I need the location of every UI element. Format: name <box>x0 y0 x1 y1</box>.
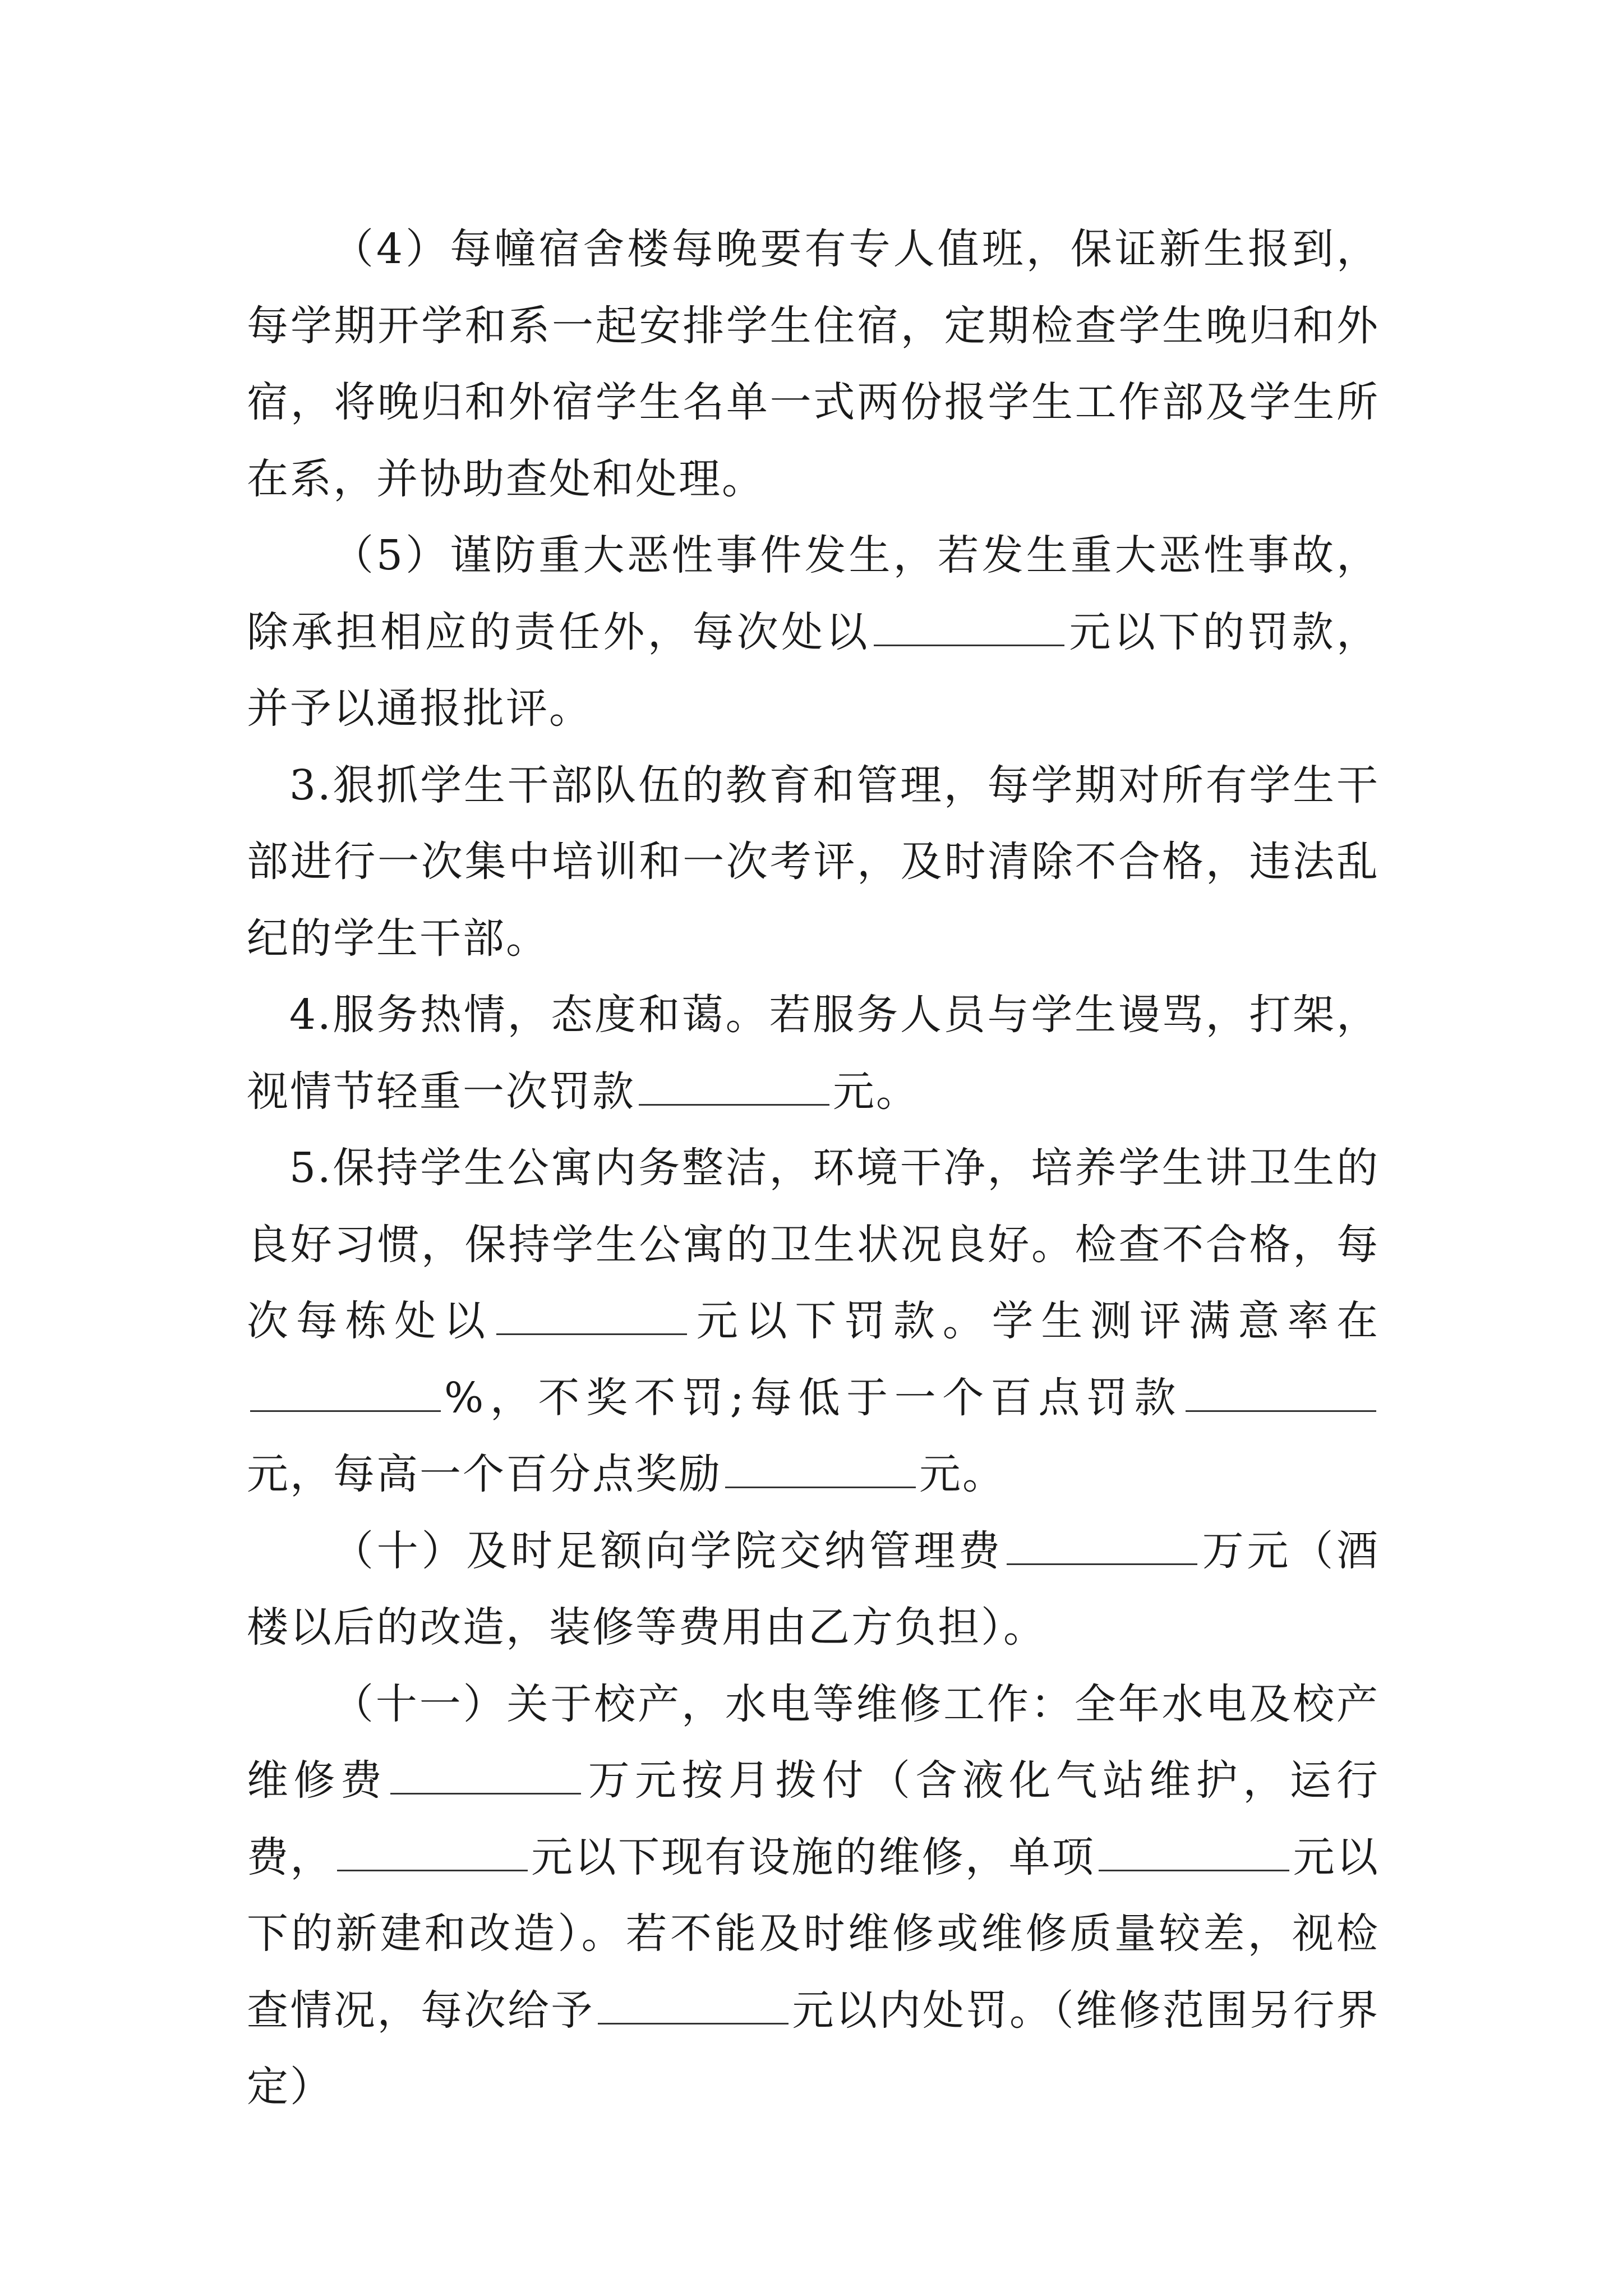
text-segment: 元以下罚款。学生测评满意率在 <box>690 1297 1380 1345</box>
text-segment: 3.狠抓学生干部队伍的教育和管理，每学期对所有学生干部进行一次集中培训和一次考评，及时清除不合格，违法乱纪的学生干部。 <box>247 761 1380 963</box>
text-segment: 元以下的罚款，并予以通报批评。 <box>247 608 1380 733</box>
fill-blank <box>337 1832 528 1871</box>
fill-blank <box>1186 1373 1376 1412</box>
fill-blank <box>874 607 1064 646</box>
paragraph-student-cadres <box>247 747 1380 977</box>
text-segment: （十）及时足额向学院交纳管理费 <box>332 1526 1003 1575</box>
paragraph-maintenance <box>247 1666 1380 2125</box>
text-segment: （十一）关于校产，水电等维修工作：全年水电及校产维修费 <box>247 1680 1380 1805</box>
text-segment: 元以内处罚。（维修范围另行界定） <box>247 1986 1380 2111</box>
paragraph-hygiene <box>247 1130 1380 1513</box>
paragraph-service-attitude <box>247 977 1380 1130</box>
text-segment: （5）谨防重大恶性事件发生，若发生重大恶性事故，除承担相应的责任外，每次处以 <box>247 531 1380 656</box>
paragraph-management-fee <box>247 1513 1380 1666</box>
text-segment: %，不奖不罚;每低于一个百点罚款 <box>444 1373 1182 1422</box>
fill-blank <box>598 1985 789 2024</box>
text-segment: 元，每高一个百分点奖励 <box>247 1450 722 1498</box>
fill-blank <box>390 1755 581 1795</box>
text-segment: 4.服务热情，态度和蔼。若服务人员与学生谩骂，打架，视情节轻重一次罚款 <box>247 991 1380 1116</box>
fill-blank <box>1007 1526 1197 1565</box>
fill-blank <box>250 1373 441 1412</box>
text-segment: 元。 <box>919 1450 1006 1498</box>
text-segment: 5.保持学生公寓内务整洁，环境干净，培养学生讲卫生的良好习惯，保持学生公寓的卫生状况良好。检查不合格，每次每栋处以 <box>247 1144 1380 1345</box>
text-segment: （4）每幢宿舍楼每晚要有专人值班，保证新生报到，每学期开学和系一起安排学生住宿，定期检查学生晚归和外宿，将晚归和外宿学生名单一式两份报学生工作部及学生所在系，并协助查处和处理。 <box>247 225 1380 503</box>
fill-blank <box>725 1449 916 1488</box>
text-segment: 元以下现有设施的维修，单项 <box>531 1833 1096 1881</box>
text-segment: 元。 <box>833 1067 919 1116</box>
text-segment: 万元按月拨付（含液化气站维护，运行费， <box>247 1756 1380 1881</box>
text-segment: 万元（酒楼以后的改造，装修等费用由乙方负担）。 <box>247 1526 1380 1651</box>
text-segment: 元以下的新建和改造）。若不能及时维修或维修质量较差，视检查情况，每次给予 <box>247 1833 1380 2035</box>
fill-blank <box>639 1066 829 1106</box>
document-body <box>247 211 1380 2125</box>
fill-blank <box>1099 1832 1289 1871</box>
fill-blank <box>496 1296 687 1335</box>
paragraph-major-incident <box>247 517 1380 747</box>
paragraph-dormitory-duty <box>247 211 1380 517</box>
